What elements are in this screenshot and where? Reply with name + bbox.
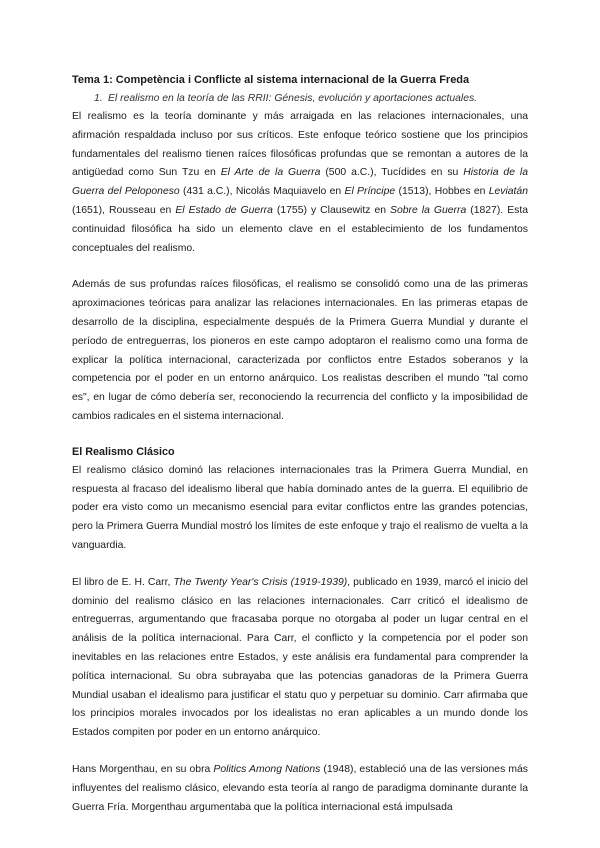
- p5-text: Hans Morgenthau, en su obra: [72, 763, 214, 775]
- p5-book-title: Politics Among Nations: [213, 763, 321, 775]
- paragraph-4: [72, 574, 528, 743]
- p1-book-title: El Arte de la Guerra: [220, 167, 321, 179]
- p1-text: (500 a.C.), Tucídides en su: [320, 167, 464, 179]
- paragraph-1: [72, 108, 528, 258]
- p5-text: (1948), estableció una de las versiones más influyentes del realismo clásico, elevando esta teoría al rango de paradigma dominante durante la Guerra Fría. Morgenthau argumentaba que la política internacional está impulsada: [72, 763, 528, 813]
- list-item-number: 1.: [94, 93, 103, 104]
- p4-text: El libro de E. H. Carr,: [72, 576, 174, 588]
- document-title: Tema 1: Competència i Conflicte al sistema internacional de la Guerra Freda: [72, 74, 470, 86]
- p1-text: El realismo es la teoría dominante y más arraigada en las relaciones internacionales, una afirmación respaldada incluso por sus críticos. Este enfoque teórico sostiene que los principios fundamentales del realismo tienen raíces filosóficas profundas que se remontan a autores de la antigüedad como Sun Tzu en: [72, 111, 528, 179]
- p1-text: (1755) y Clausewitz en: [272, 204, 391, 216]
- paragraph-5: [72, 761, 528, 817]
- p1-book-title: Historia de la Guerra del Peloponeso: [72, 167, 528, 198]
- p1-text: (1651), Rousseau en: [72, 204, 176, 216]
- p4-text: , publicado en 1939, marcó el inicio del dominio del realismo clásico en las relaciones internacionales. Carr criticó el idealismo de entreguerras, argumentando que fracasaba porque no otorgaba al poder un lugar central en el análisis de la política internacional. Para Carr, el conflicto y la competencia por el poder son inevitables en las relaciones entre Estados, y este análisis era fundamental para comprender la política internacional. Su obra subrayaba que las potencias ganadoras de la Primera Guerra Mundial usaban el idealismo para justificar el statu quo y perpetuar su dominio. Carr afirmaba que los principios morales invocados por los idealistas no eran aplicables a un mundo donde los Estados compiten por poder en un entorno anárquico.: [72, 576, 528, 739]
- p1-text: (1513), Hobbes en: [395, 186, 489, 198]
- p1-book-title: Sobre la Guerra: [390, 204, 467, 216]
- p1-book-title: Leviatán: [488, 186, 528, 198]
- p1-text: (1827). Esta continuidad filosófica ha sido un elemento clave en el establecimiento de los fundamentos conceptuales del realismo.: [72, 204, 528, 254]
- p1-text: (431 a.C.), Nicolás Maquiavelo en: [179, 186, 345, 198]
- p1-book-title: El Estado de Guerra: [175, 204, 273, 216]
- paragraph-3: El realismo clásico dominó las relaciones internacionales tras la Primera Guerra Mundial, en respuesta al fracaso del idealismo liberal que había dominado antes de la guerra. El equilibrio de poder era visto como un mecanismo esencial para evitar conflictos entre las grandes potencias, pero la Primera Guerra Mundial mostró los límites de este enfoque y trajo el realismo de vuelta a la vanguardia.: [72, 464, 528, 551]
- p1-book-title: El Príncipe: [344, 186, 396, 198]
- section-heading: El Realismo Clásico: [72, 445, 175, 458]
- list-item: [72, 91, 528, 106]
- p4-book-title: The Twenty Year's Crisis (1919-1939): [173, 576, 348, 588]
- paragraph-2: Además de sus profundas raíces filosóficas, el realismo se consolidó como una de las primeras aproximaciones teóricas para analizar las relaciones internacionales. En las primeras etapas de desarrollo de la disciplina, especialmente después de la Primera Guerra Mundial y durante el período de entreguerras, los pioneros en este campo adoptaron el realismo como una forma de explicar la política internacional, caracterizada por conflictos entre Estados soberanos y la competencia por el poder en un entorno anárquico. Los realistas describen el mundo "tal como es", en lugar de cómo debería ser, reconociendo la recurrencia del conflicto y la imposibilidad de cambios radicales en el sistema internacional.: [72, 279, 528, 422]
- list-item-text: El realismo en la teoría de las RRII: Génesis, evolución y aportaciones actuales.: [108, 93, 478, 104]
